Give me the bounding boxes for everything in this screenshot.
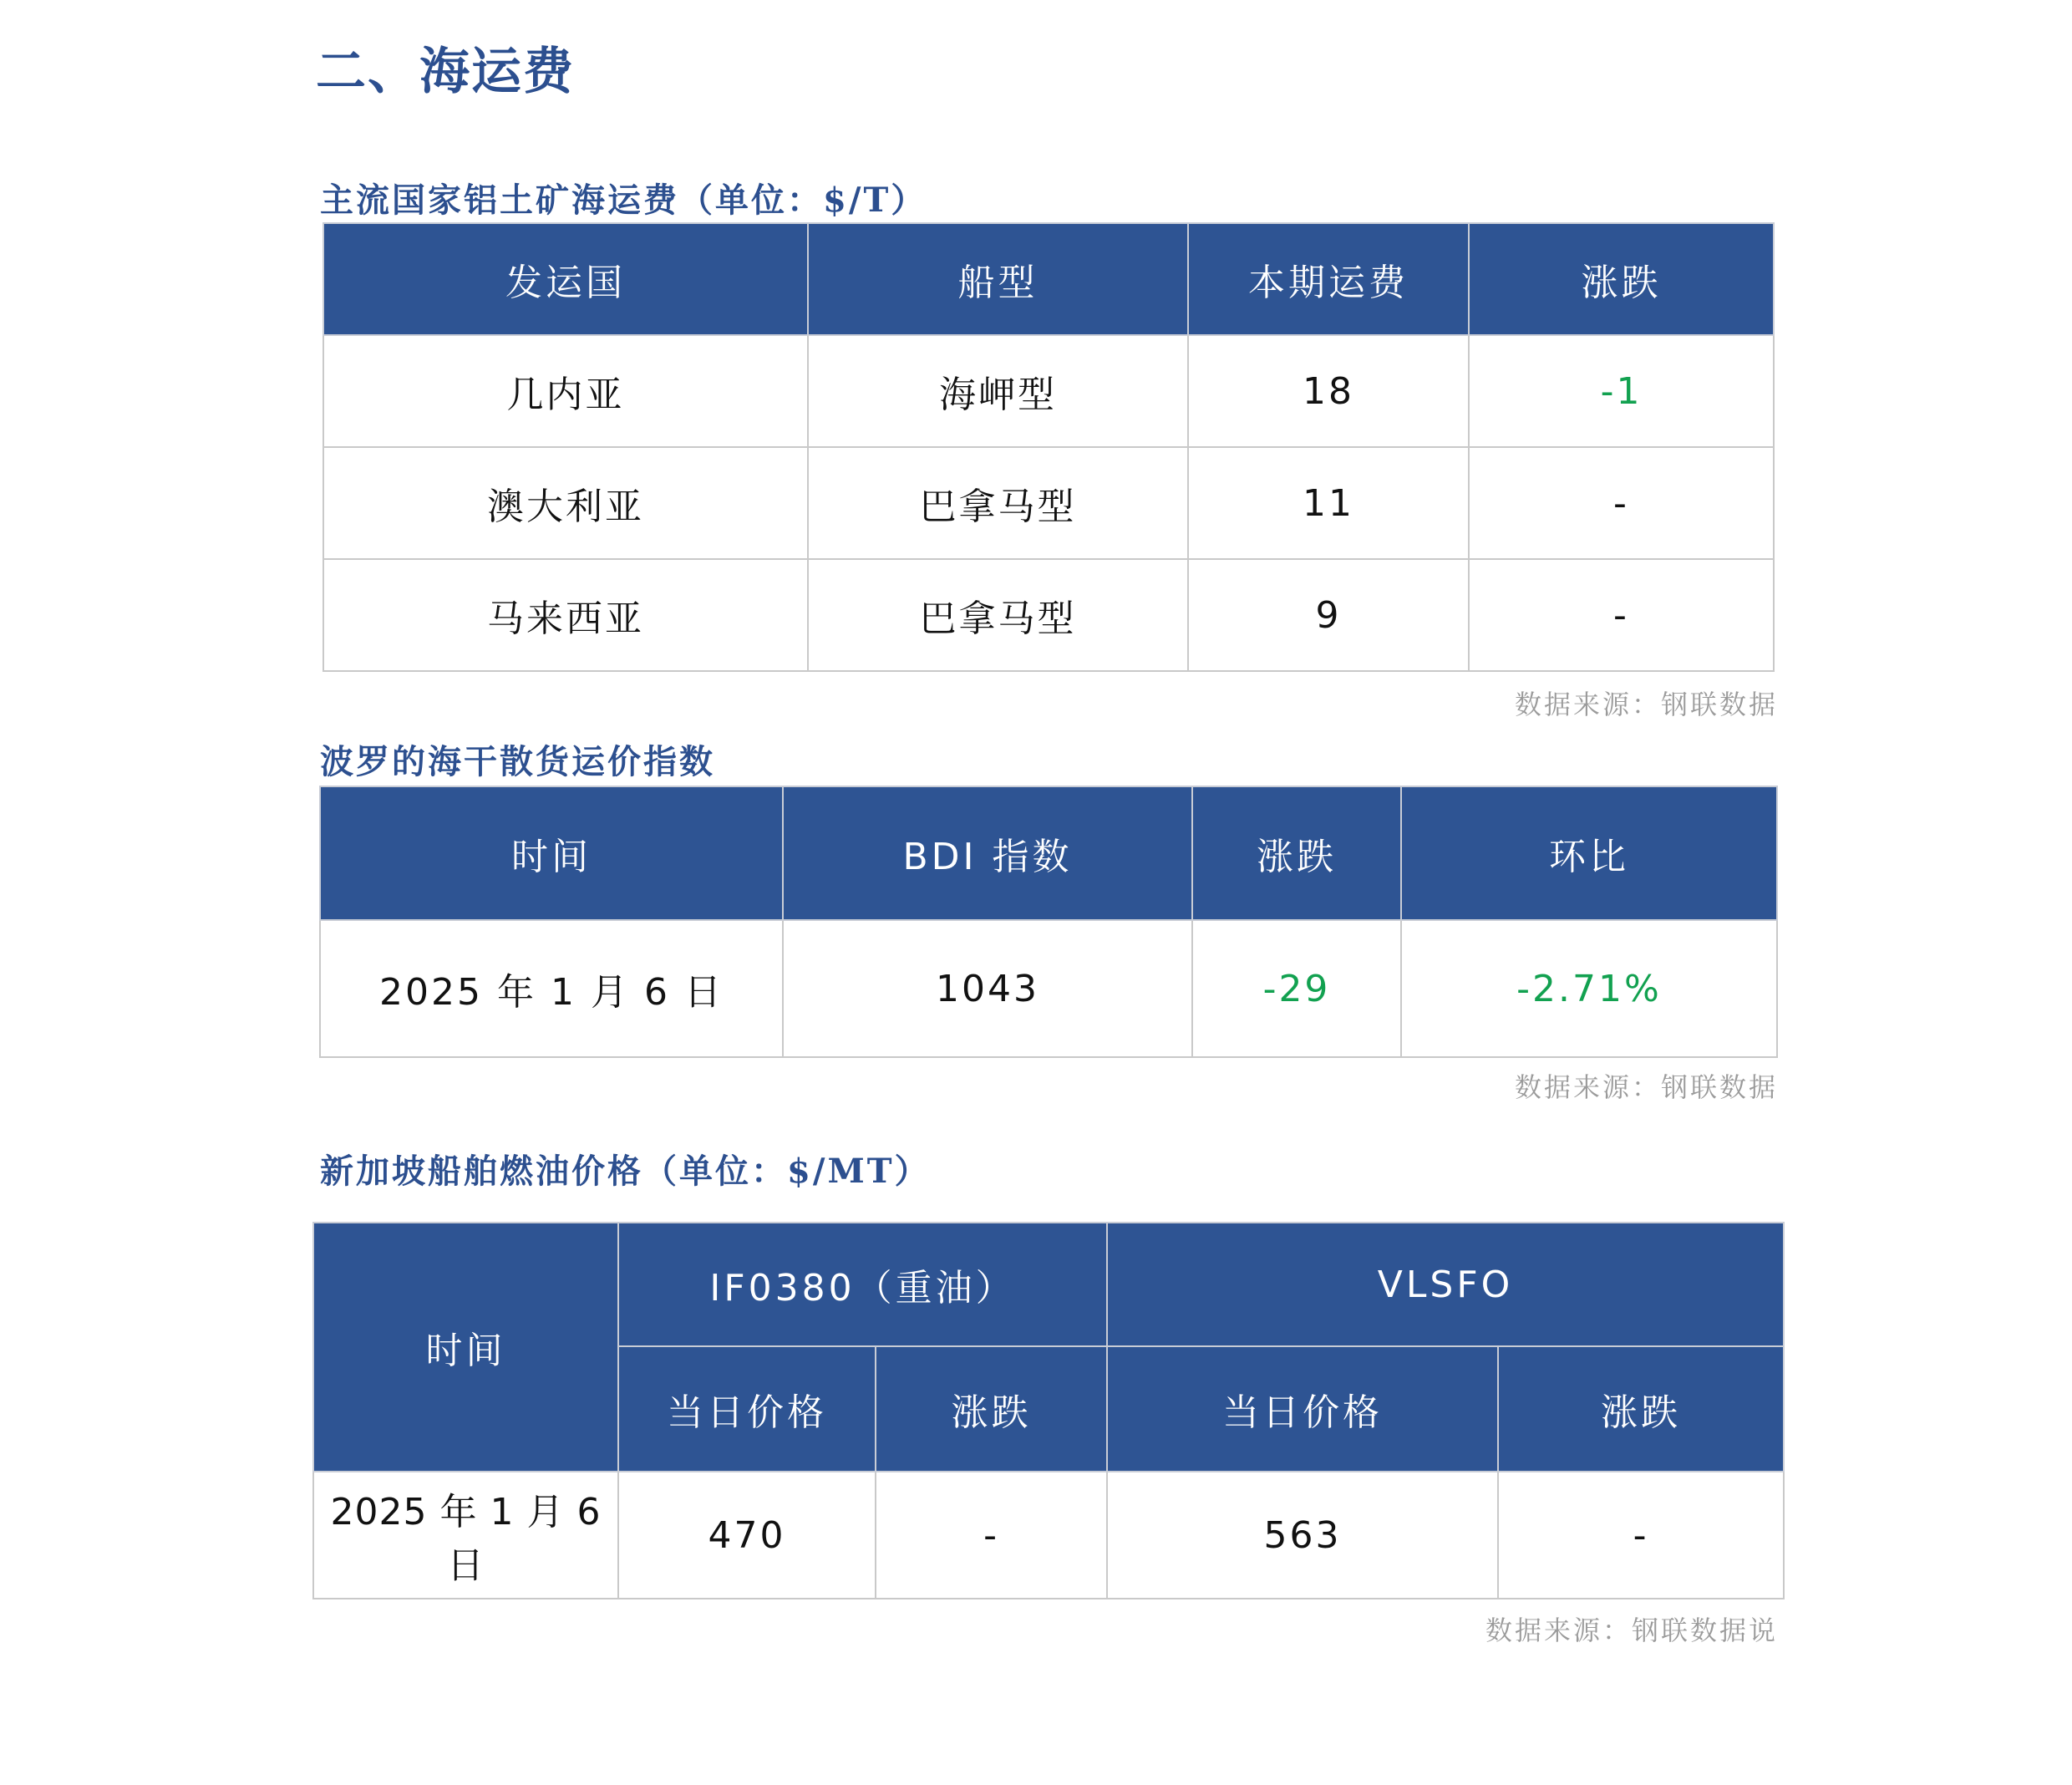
header-time: 时间 — [320, 786, 783, 920]
bunker-header-row — [313, 1223, 1784, 1346]
table-row — [313, 1472, 1784, 1599]
bdi-source: 数据来源：钢联数据 — [1514, 1071, 1778, 1103]
cell-bdi-index: 1043 — [783, 920, 1192, 1057]
header-change: 涨跌 — [1192, 786, 1401, 920]
header-ship-type: 船型 — [808, 223, 1188, 335]
cell-freight: 9 — [1188, 559, 1469, 671]
header-change: 涨跌 — [1469, 223, 1774, 335]
cell-freight: 18 — [1188, 335, 1469, 447]
cell-change: -29 — [1192, 920, 1401, 1057]
header-bdi-index: BDI 指数 — [783, 786, 1192, 920]
cell-country: 几内亚 — [323, 335, 808, 447]
table-row — [323, 447, 1774, 559]
cell-if0380-price: 470 — [618, 1472, 876, 1599]
header-time: 时间 — [313, 1223, 618, 1472]
header-ratio: 环比 — [1401, 786, 1777, 920]
header-if0380-price: 当日价格 — [618, 1346, 876, 1472]
bdi-table — [319, 786, 1778, 1058]
header-vlsfo-group: VLSFO — [1107, 1223, 1784, 1346]
cell-date: 2025 年 1 月 6 日 — [320, 920, 783, 1057]
cell-ship-type: 巴拿马型 — [808, 447, 1188, 559]
freight-section-title: 主流国家铝土矿海运费（单位：$/T） — [320, 181, 927, 220]
header-country: 发运国 — [323, 223, 808, 335]
freight-source: 数据来源：钢联数据 — [1514, 689, 1778, 720]
table-row — [323, 559, 1774, 671]
cell-ship-type: 巴拿马型 — [808, 559, 1188, 671]
header-if0380-group: IF0380（重油） — [618, 1223, 1107, 1346]
bunker-source: 数据来源：钢联数据说 — [1485, 1615, 1778, 1646]
freight-header-row — [323, 223, 1774, 335]
bunker-table — [312, 1222, 1785, 1599]
cell-freight: 11 — [1188, 447, 1469, 559]
cell-ship-type: 海岬型 — [808, 335, 1188, 447]
cell-vlsfo-price: 563 — [1107, 1472, 1498, 1599]
header-vlsfo-change: 涨跌 — [1498, 1346, 1784, 1472]
cell-change: - — [1469, 447, 1774, 559]
bunker-section-title: 新加坡船舶燃油价格（单位：$/MT） — [320, 1152, 931, 1191]
cell-vlsfo-change: - — [1498, 1472, 1784, 1599]
cell-if0380-change: - — [876, 1472, 1107, 1599]
cell-change: -1 — [1469, 335, 1774, 447]
header-current-freight: 本期运费 — [1188, 223, 1469, 335]
freight-table — [322, 222, 1775, 672]
page-title: 二、海运费 — [316, 43, 575, 101]
bdi-section-title: 波罗的海干散货运价指数 — [320, 742, 715, 781]
cell-ratio: -2.71% — [1401, 920, 1777, 1057]
table-row — [320, 920, 1777, 1057]
header-vlsfo-price: 当日价格 — [1107, 1346, 1498, 1472]
header-if0380-change: 涨跌 — [876, 1346, 1107, 1472]
cell-date: 2025 年 1 月 6 日 — [313, 1472, 618, 1599]
table-row — [323, 335, 1774, 447]
cell-country: 马来西亚 — [323, 559, 808, 671]
cell-country: 澳大利亚 — [323, 447, 808, 559]
bdi-header-row — [320, 786, 1777, 920]
cell-change: - — [1469, 559, 1774, 671]
